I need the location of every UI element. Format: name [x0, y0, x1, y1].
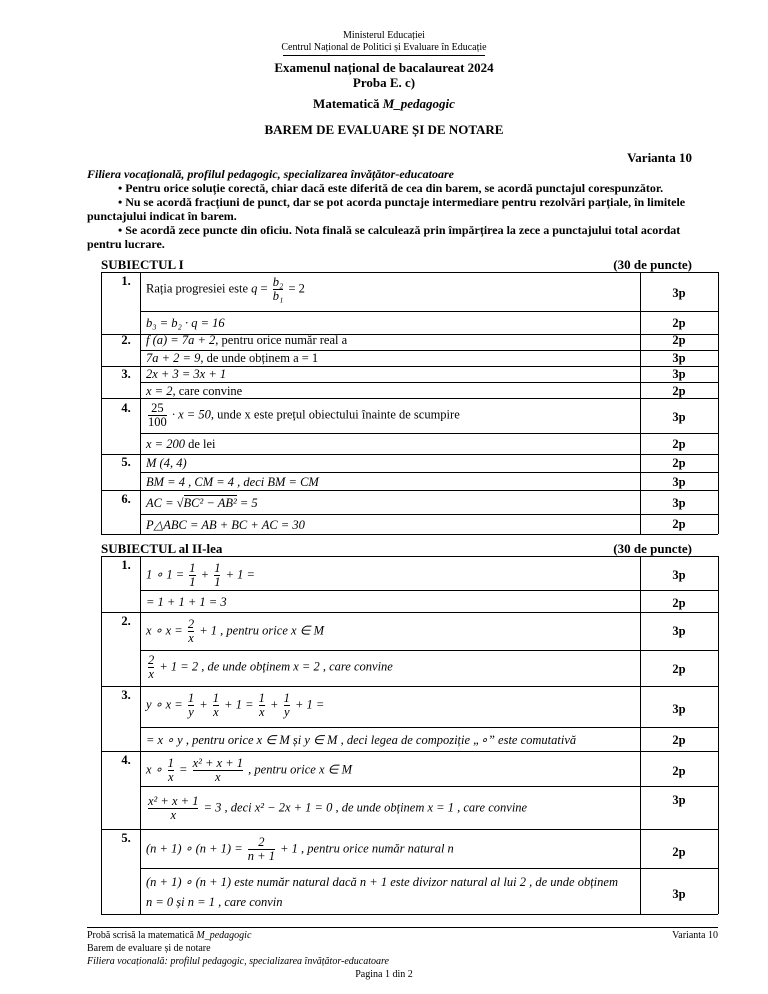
s2-points-5b: 3p — [672, 887, 686, 901]
s1-points-5a: 2p — [672, 456, 686, 470]
s1-points-6b: 2p — [672, 517, 686, 531]
subject-title: Matematică M_pedagogic — [313, 96, 455, 111]
s1-item-4b: x = 200 de lei — [146, 437, 216, 451]
bullet-1: • Pentru orice soluție corectă, chiar dacă este diferită de cea din barem, se acordă punctajul corespunzător. — [118, 181, 664, 195]
s1-points-2b: 3p — [672, 351, 686, 365]
s1-item-3b: x = 2, care convine — [146, 384, 243, 398]
s1-item-4a: $\frac{25}{100}$ · x = 50, unde x este prețul obiectului înainte de scumpire — [148, 401, 460, 429]
footer-rule — [87, 927, 718, 928]
s1-item-3a: 2x + 3 = 3x + 1 — [146, 367, 227, 381]
s2-item-5-number: 5. — [121, 831, 131, 845]
bullet-2: • Nu se acordă fracțiuni de punct, dar se pot acorda punctaje intermediare pentru rezolvări parțiale, în limitele — [118, 195, 686, 209]
footer-line-2: Barem de evaluare și de notare — [87, 943, 211, 954]
s2-title: SUBIECTUL al II-lea — [101, 541, 223, 556]
s2-item-5a: (n + 1) ∘ (n + 1) = $\frac{2}{n + 1}$ + 1 , pentru orice număr natural n — [146, 835, 454, 863]
s2-points-5a: 2p — [672, 845, 686, 859]
s1-points-3b: 2p — [672, 384, 686, 398]
s1-item-3-number: 3. — [121, 367, 131, 381]
s2-points-4b: 3p — [672, 793, 686, 807]
s2-item-2a: x ∘ x = $\frac{2}{x}$ + 1 , pentru orice x ∈ M — [146, 617, 325, 645]
footer-page-number: Pagina 1 din 2 — [355, 969, 413, 980]
s2-item-4-number: 4. — [121, 753, 131, 767]
header-rule — [283, 55, 485, 56]
variant-label: Varianta 10 — [627, 150, 692, 165]
s2-item-5b: (n + 1) ∘ (n + 1) este număr natural dacă n + 1 este divizor natural al lui 2 , de unde obținem — [146, 875, 618, 889]
barem-title: BAREM DE EVALUARE ȘI DE NOTARE — [264, 122, 504, 137]
bullet-3-cont: pentru lucrare. — [87, 237, 165, 251]
s1-title: SUBIECTUL I — [101, 257, 184, 272]
s1-item-4-number: 4. — [121, 401, 131, 415]
s1-points: (30 de puncte) — [613, 257, 692, 272]
footer-line-3: Filiera vocațională: profilul pedagogic, specializarea învățător-educatoare — [87, 956, 389, 967]
s1-item-1a: Rația progresiei este q = $\frac{\text{b₂}}{\text{b₁}}$ = 2 — [146, 275, 305, 303]
s1-item-1b: b₃ = b₂ · q = 16 — [146, 316, 225, 330]
s1-item-5b: BM = 4 , CM = 4 , deci BM = CM — [146, 475, 319, 489]
exam-title: Examenul național de bacalaureat 2024 — [274, 60, 494, 75]
s1-points-5b: 3p — [672, 475, 686, 489]
s2-item-1-number: 1. — [121, 558, 131, 572]
s1-points-3a: 3p — [672, 367, 686, 381]
s2-item-2-number: 2. — [121, 614, 131, 628]
s2-item-3b: = x ∘ y , pentru orice x ∈ M și y ∈ M , deci legea de compoziție „∘” este comutativă — [146, 733, 577, 747]
s2-points-3b: 2p — [672, 733, 686, 747]
s2-item-1a: 1 ∘ 1 = $\frac{1}{1}$ + $\frac{1}{1}$ + 1 = — [146, 561, 255, 589]
s1-points-1a: 3p — [672, 286, 686, 300]
s1-points-6a: 3p — [672, 496, 686, 510]
s2-points-4a: 2p — [672, 764, 686, 778]
s2-item-3a: y ∘ x = $\frac{1}{y}$ + $\frac{1}{x}$ + 1 = $\frac{1}{x}$ + $\frac{1}{y}$ + 1 = — [146, 691, 325, 719]
s1-item-2b: 7a + 2 = 9, de unde obținem a = 1 — [146, 351, 319, 365]
s1-item-2-number: 2. — [121, 333, 131, 347]
s1-points-4b: 2p — [672, 437, 686, 451]
bullet-3: • Se acordă zece puncte din oficiu. Nota finală se calculează prin împărțirea la zece a punctajului total acordat — [118, 223, 681, 237]
s1-points-2a: 2p — [672, 333, 686, 347]
s1-points-1b: 2p — [672, 316, 686, 330]
s2-points-3a: 3p — [672, 702, 686, 716]
s1-points-4a: 3p — [672, 410, 686, 424]
s2-item-3-number: 3. — [121, 688, 131, 702]
s2-points: (30 de puncte) — [613, 541, 692, 556]
s2-item-5c: n = 0 și n = 1 , care convin — [146, 895, 283, 909]
bullet-2-cont: punctajului indicat în barem. — [87, 209, 237, 223]
s2-points-2a: 3p — [672, 624, 686, 638]
s2-item-4b: $\frac{\text{x² + x + 1}}{x}$ = 3 , deci x² − 2x + 1 = 0 , de unde obținem x = 1 , care convine — [148, 794, 528, 822]
footer-line-1: Probă scrisă la matematică M_pedagogic — [87, 930, 252, 941]
s2-points-2b: 2p — [672, 662, 686, 676]
s1-item-6b: P△ABC = AB + BC + AC = 30 — [146, 518, 305, 532]
ministry-name: Ministerul Educației — [343, 30, 425, 41]
s2-points-1b: 2p — [672, 596, 686, 610]
s2-item-4a: x ∘ $\frac{1}{x}$ = $\frac{\text{x² + x + 1}}{x}$ , pentru orice x ∈ M — [146, 756, 353, 784]
s2-item-2b: $\frac{2}{x}$ + 1 = 2 , de unde obținem x = 2 , care convine — [148, 653, 393, 681]
footer-variant: Varianta 10 — [672, 930, 718, 941]
filiera-text: Filiera vocațională, profilul pedagogic, specializarea învățător-educatoare — [87, 167, 454, 181]
s1-item-6a: AC = √BC² − AB² = 5 — [146, 496, 258, 510]
s1-item-1-number: 1. — [121, 274, 131, 288]
s1-item-5a: M (4, 4) — [146, 456, 187, 470]
s2-item-1b: = 1 + 1 + 1 = 3 — [146, 595, 227, 609]
proba-title: Proba E. c) — [352, 75, 416, 90]
s1-item-2a: f (a) = 7a + 2, pentru orice număr real a — [146, 333, 348, 347]
center-name: Centrul Național de Politici și Evaluare în Educație — [281, 42, 487, 53]
s1-item-6-number: 6. — [121, 492, 131, 506]
s1-item-5-number: 5. — [121, 455, 131, 469]
s2-points-1a: 3p — [672, 568, 686, 582]
